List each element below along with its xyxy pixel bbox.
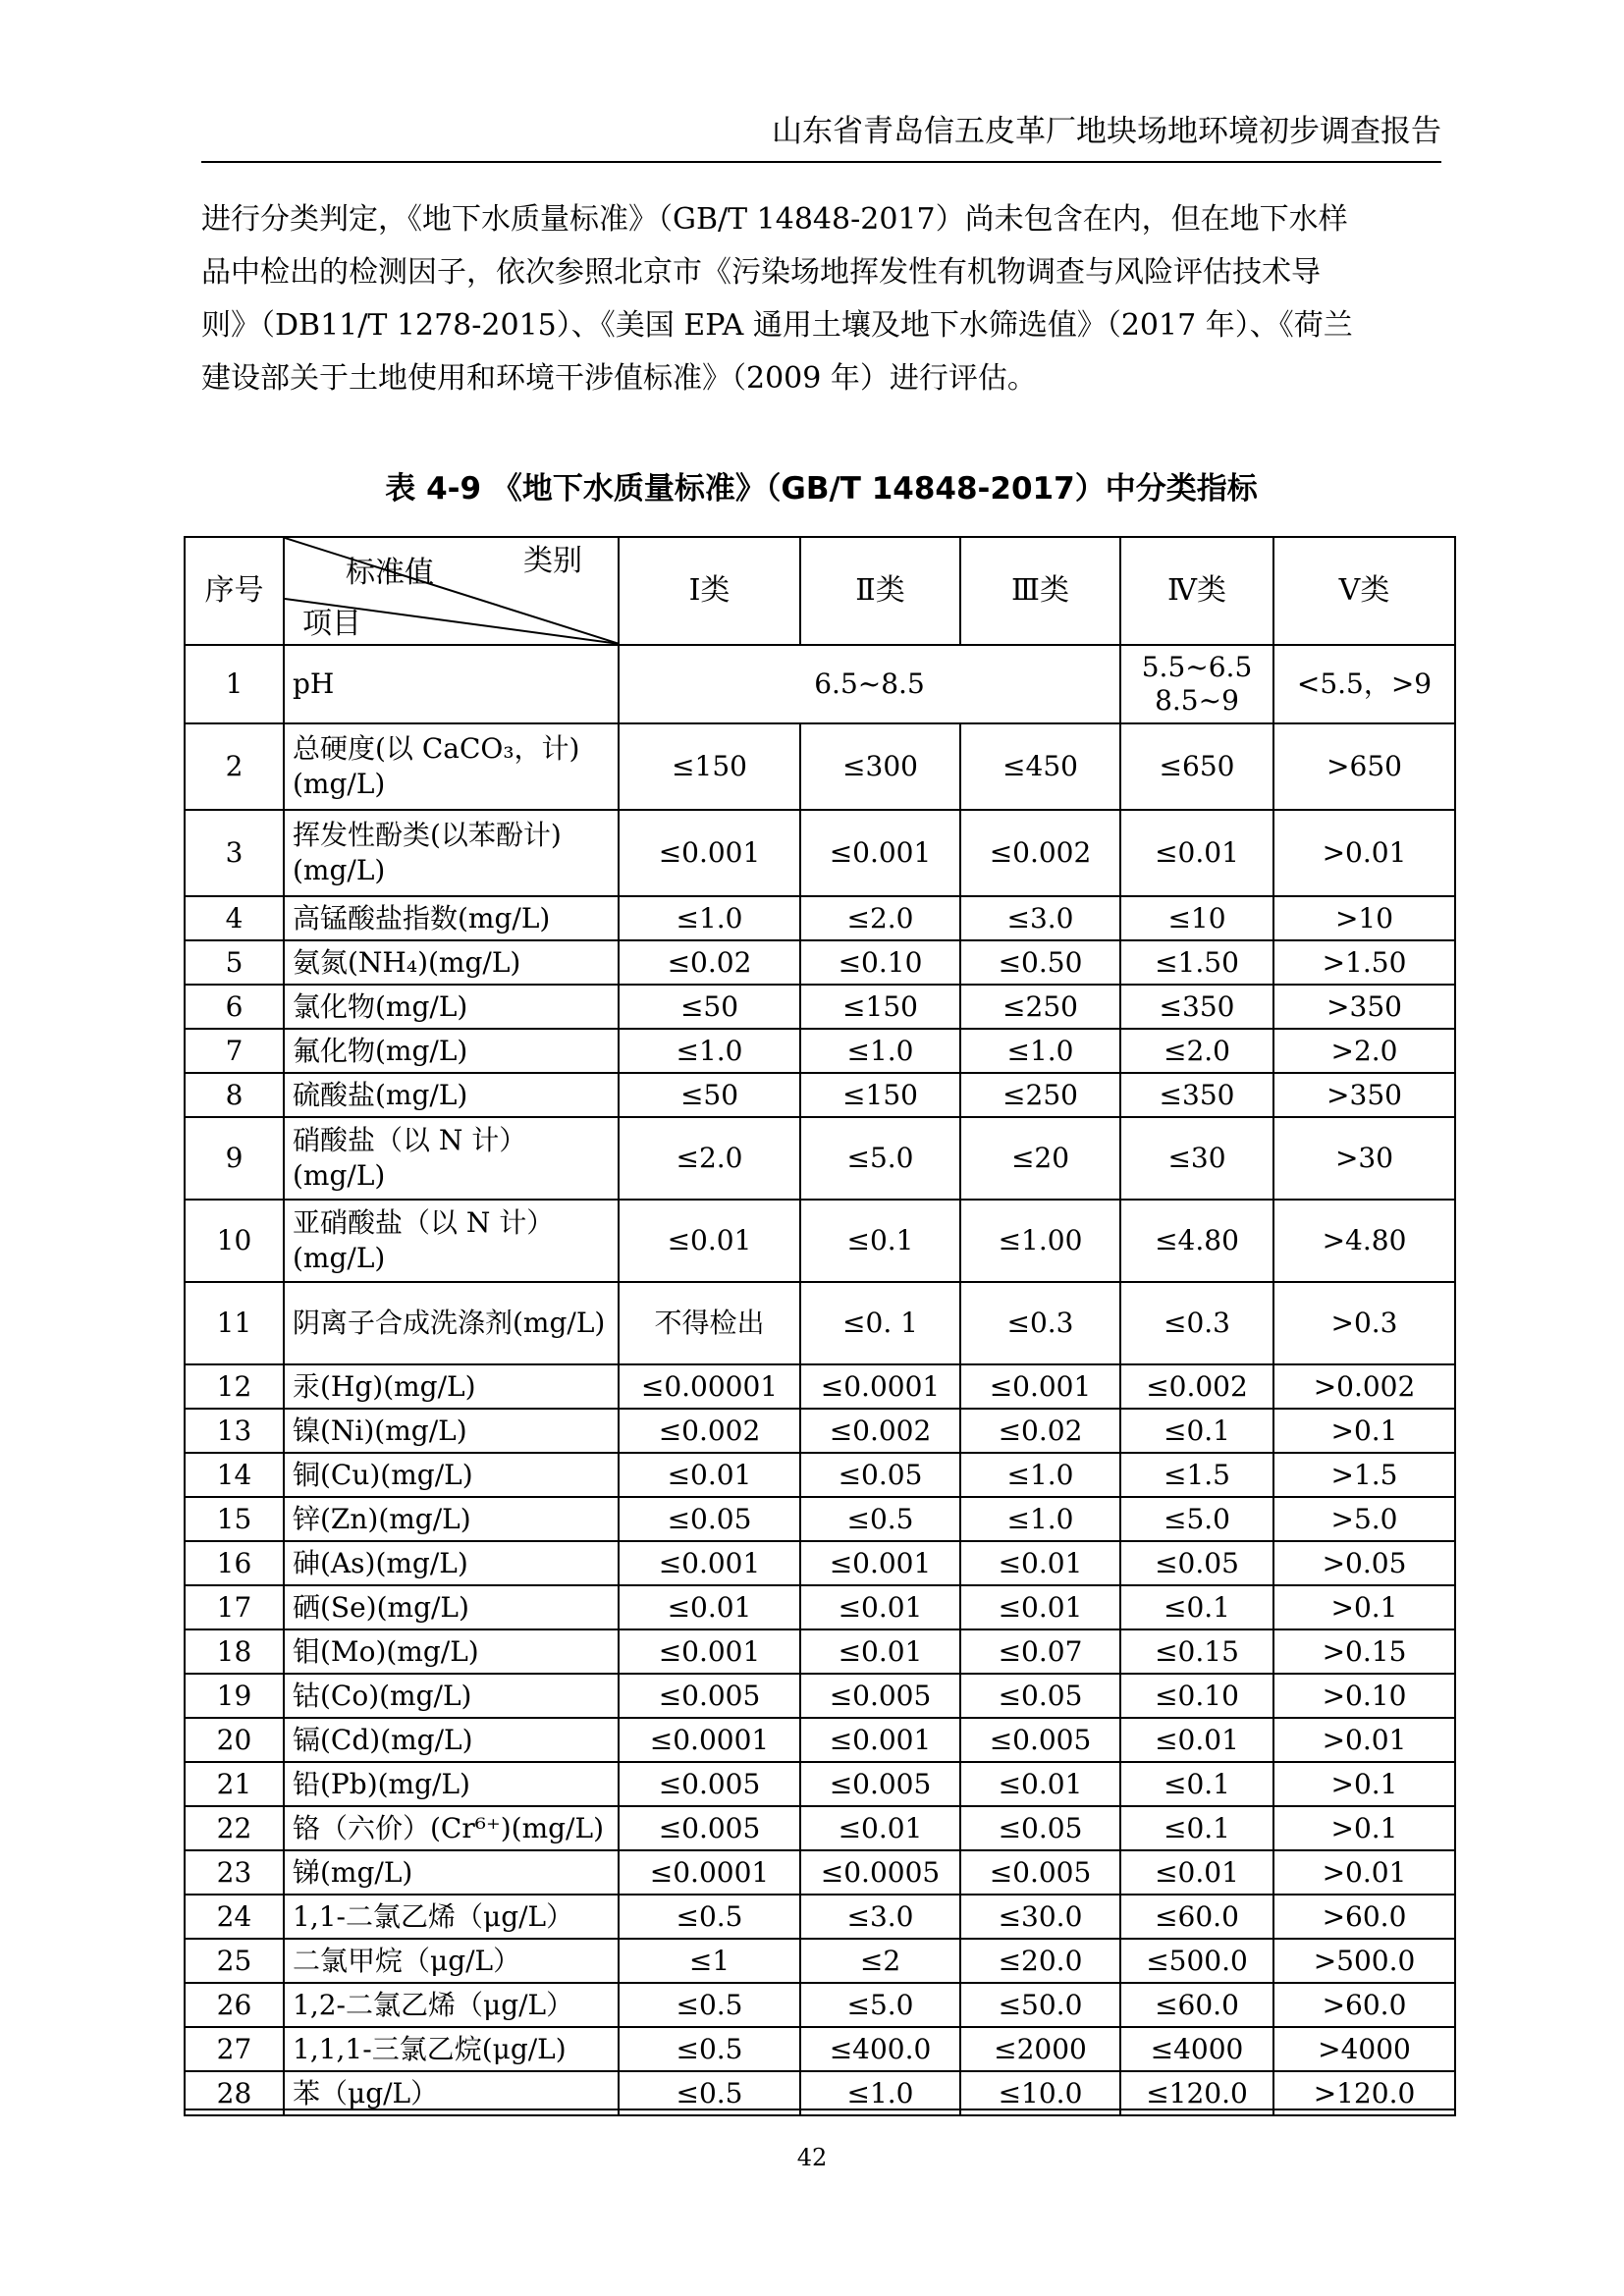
ph-range-iv-line1: 5.5~6.5	[1141, 651, 1253, 683]
row-seq: 8	[185, 1073, 284, 1117]
row-value-class-5: >1.50	[1273, 940, 1455, 985]
row-seq: 23	[185, 1850, 284, 1895]
row-value-class-2: ≤0.005	[800, 1674, 960, 1718]
row-item: pH	[284, 645, 619, 723]
row-seq: 3	[185, 810, 284, 896]
row-seq: 18	[185, 1629, 284, 1674]
row-item: 锌(Zn)(mg/L)	[284, 1497, 619, 1541]
row-value-class-5: >350	[1273, 985, 1455, 1029]
row-item: 1,1,1-三氯乙烷(μg/L)	[284, 2027, 619, 2071]
row-value-class-5: >0.05	[1273, 1541, 1455, 1585]
row-value-class-4: ≤650	[1120, 723, 1273, 810]
table-row	[185, 1409, 1455, 1453]
row-value-class-4: ≤1.5	[1120, 1453, 1273, 1497]
row-value-class-5: >0.1	[1273, 1762, 1455, 1806]
row-value-class-3: ≤20	[960, 1117, 1120, 1200]
table-row	[185, 723, 1455, 810]
row-item: 挥发性酚类(以苯酚计)(mg/L)	[284, 810, 619, 896]
body-paragraph	[201, 193, 1441, 405]
paragraph-line: 建设部关于土地使用和环境干涉值标准》（2009 年）进行评估。	[201, 361, 1037, 396]
row-value-class-4: ≤5.0	[1120, 1497, 1273, 1541]
row-value-class-4: ≤0.10	[1120, 1674, 1273, 1718]
row-value-class-2: ≤0.001	[800, 1718, 960, 1762]
row-value-class-1: ≤0.0001	[619, 1718, 800, 1762]
row-value-class-2: ≤5.0	[800, 1117, 960, 1200]
row-value-class-1: ≤50	[619, 985, 800, 1029]
row-value-class-2: ≤1.0	[800, 1029, 960, 1073]
header-seq: 序号	[185, 537, 284, 645]
row-seq: 24	[185, 1895, 284, 1939]
row-value-class-1: ≤0.02	[619, 940, 800, 985]
row-seq: 16	[185, 1541, 284, 1585]
row-value-class-4: ≤60.0	[1120, 1983, 1273, 2027]
row-value-class-5: >650	[1273, 723, 1455, 810]
row-value-class-4: ≤120.0	[1120, 2071, 1273, 2115]
diag-label-class: 类别	[523, 544, 582, 578]
row-item: 氟化物(mg/L)	[284, 1029, 619, 1073]
row-value-class-5: >4.80	[1273, 1200, 1455, 1282]
row-value-class-5: >0.1	[1273, 1585, 1455, 1629]
row-item: 阴离子合成洗涤剂(mg/L)	[284, 1282, 619, 1364]
row-value-class-4: ≤0.1	[1120, 1806, 1273, 1850]
row-item: 二氯甲烷（μg/L）	[284, 1939, 619, 1983]
row-seq: 7	[185, 1029, 284, 1073]
table-row	[185, 810, 1455, 896]
row-value-class-3: ≤1.0	[960, 1497, 1120, 1541]
row-value-class-2: ≤2	[800, 1939, 960, 1983]
row-seq: 9	[185, 1117, 284, 1200]
table-row	[185, 1453, 1455, 1497]
row-seq: 2	[185, 723, 284, 810]
row-value-class-2: ≤0.01	[800, 1585, 960, 1629]
row-value-class-3: ≤0.02	[960, 1409, 1120, 1453]
row-value-class-1: ≤0.00001	[619, 1364, 800, 1409]
diag-label-std: 标准值	[346, 556, 434, 590]
row-item: 氨氮(NH₄)(mg/L)	[284, 940, 619, 985]
row-value-class-5: >0.01	[1273, 1850, 1455, 1895]
row-seq: 22	[185, 1806, 284, 1850]
row-value-class-2: ≤0.01	[800, 1629, 960, 1674]
table-row	[185, 1762, 1455, 1806]
row-seq: 4	[185, 896, 284, 940]
row-value-class-4: ≤1.50	[1120, 940, 1273, 985]
row-value-class-5: >0.1	[1273, 1806, 1455, 1850]
row-value-class-1: ≤0.005	[619, 1762, 800, 1806]
row-value-class-5: >0.3	[1273, 1282, 1455, 1364]
row-seq: 10	[185, 1200, 284, 1282]
row-seq: 28	[185, 2071, 284, 2115]
header-class-4: Ⅳ类	[1120, 537, 1273, 645]
row-value-class-5: >60.0	[1273, 1895, 1455, 1939]
row-value-class-5: >120.0	[1273, 2071, 1455, 2115]
row-value-class-2: ≤0.01	[800, 1806, 960, 1850]
row-value-class-3: ≤0.05	[960, 1674, 1120, 1718]
table-row	[185, 985, 1455, 1029]
row-item: 汞(Hg)(mg/L)	[284, 1364, 619, 1409]
row-value-class-4: ≤0.01	[1120, 1850, 1273, 1895]
table-row	[185, 1117, 1455, 1200]
row-value-class-5: >500.0	[1273, 1939, 1455, 1983]
row-value-class-5: >0.1	[1273, 1409, 1455, 1453]
row-value-class-1: ≤0.001	[619, 1629, 800, 1674]
row-value-class-1: ≤0.5	[619, 2027, 800, 2071]
table-header-row	[185, 537, 1455, 645]
row-value-class-2: ≤0.5	[800, 1497, 960, 1541]
row-seq: 14	[185, 1453, 284, 1497]
row-value-class-3: ≤250	[960, 985, 1120, 1029]
header-diagonal-cell	[284, 537, 619, 645]
row-value-class-3: ≤50.0	[960, 1983, 1120, 2027]
row-item: 铜(Cu)(mg/L)	[284, 1453, 619, 1497]
row-value-class-1: ≤0.5	[619, 1895, 800, 1939]
row-value-class-2: ≤300	[800, 723, 960, 810]
table-row	[185, 1200, 1455, 1282]
row-value-class-4: ≤0.1	[1120, 1409, 1273, 1453]
row-value-class-3: ≤0.005	[960, 1718, 1120, 1762]
row-value-class-3: ≤2000	[960, 2027, 1120, 2071]
row-value-class-2: ≤0.05	[800, 1453, 960, 1497]
row-value-class-2: ≤1.0	[800, 2071, 960, 2115]
row-item: 氯化物(mg/L)	[284, 985, 619, 1029]
row-value-class-3: ≤0.002	[960, 810, 1120, 896]
row-value-class-3: ≤0.50	[960, 940, 1120, 985]
row-seq: 5	[185, 940, 284, 985]
row-item: 硝酸盐（以 N 计）(mg/L)	[284, 1117, 619, 1200]
table-row	[185, 1718, 1455, 1762]
row-value-class-5: >0.15	[1273, 1629, 1455, 1674]
row-value-class-5: >5.0	[1273, 1497, 1455, 1541]
row-value-class-1: ≤0.05	[619, 1497, 800, 1541]
row-value-class-1: ≤0.0001	[619, 1850, 800, 1895]
row-value-class-3: ≤0.3	[960, 1282, 1120, 1364]
row-value-class-3: ≤20.0	[960, 1939, 1120, 1983]
row-value-class-3: ≤0.001	[960, 1364, 1120, 1409]
row-value-class-2: ≤3.0	[800, 1895, 960, 1939]
row-item: 镉(Cd)(mg/L)	[284, 1718, 619, 1762]
header-class-5: Ⅴ类	[1273, 537, 1455, 645]
header-class-1: Ⅰ类	[619, 537, 800, 645]
row-value-class-4: ≤350	[1120, 1073, 1273, 1117]
row-value-class-2: ≤5.0	[800, 1983, 960, 2027]
diag-label-item: 项目	[302, 607, 361, 641]
row-value-class-5: >10	[1273, 896, 1455, 940]
row-value-class-1: ≤150	[619, 723, 800, 810]
table-row	[185, 1364, 1455, 1409]
row-value-class-2: ≤0.002	[800, 1409, 960, 1453]
row-item: 亚硝酸盐（以 N 计）(mg/L)	[284, 1200, 619, 1282]
table-row	[185, 1806, 1455, 1850]
row-value-class-2: ≤150	[800, 985, 960, 1029]
table-row	[185, 1629, 1455, 1674]
row-value-class-3: ≤0.07	[960, 1629, 1120, 1674]
row-value-class-2: ≤400.0	[800, 2027, 960, 2071]
row-item: 锑(mg/L)	[284, 1850, 619, 1895]
standards-table	[184, 536, 1456, 2116]
table-row	[185, 1895, 1455, 1939]
row-value-class-5: >350	[1273, 1073, 1455, 1117]
row-value-class-1: ≤0.001	[619, 1541, 800, 1585]
row-seq: 25	[185, 1939, 284, 1983]
row-seq: 12	[185, 1364, 284, 1409]
row-value-class-4: ≤0.3	[1120, 1282, 1273, 1364]
row-seq: 26	[185, 1983, 284, 2027]
row-value-class-4: ≤0.1	[1120, 1585, 1273, 1629]
row-value-class-3: ≤30.0	[960, 1895, 1120, 1939]
row-value-class-1: ≤1	[619, 1939, 800, 1983]
row-item: 1,2-二氯乙烯（μg/L）	[284, 1983, 619, 2027]
row-value-class-3: ≤3.0	[960, 896, 1120, 940]
table-row-ph	[185, 645, 1455, 723]
row-value-class-5: >0.01	[1273, 1718, 1455, 1762]
footer-rule	[184, 2109, 1454, 2110]
paragraph-line: 则》（DB11/T 1278-2015）、《美国 EPA 通用土壤及地下水筛选值》（2017 年）、《荷兰	[201, 308, 1353, 343]
row-seq: 21	[185, 1762, 284, 1806]
row-value-class-1: ≤0.002	[619, 1409, 800, 1453]
row-value-class-1: ≤0.01	[619, 1585, 800, 1629]
row-value-class-4: ≤10	[1120, 896, 1273, 940]
row-value-class-1: ≤0.005	[619, 1806, 800, 1850]
row-value-class-4: ≤4.80	[1120, 1200, 1273, 1282]
row-value-class-1: 不得检出	[619, 1282, 800, 1364]
table-row	[185, 2027, 1455, 2071]
row-value-class-5: >0.002	[1273, 1364, 1455, 1409]
row-value-class-1: ≤0.001	[619, 810, 800, 896]
row-value-class-1: ≤0.5	[619, 2071, 800, 2115]
row-value-class-3: ≤0.05	[960, 1806, 1120, 1850]
row-item: 总硬度(以 CaCO₃，计)(mg/L)	[284, 723, 619, 810]
table-row	[185, 1497, 1455, 1541]
row-value-class-2: ≤150	[800, 1073, 960, 1117]
row-item: 钼(Mo)(mg/L)	[284, 1629, 619, 1674]
row-value-class-2: ≤0.10	[800, 940, 960, 985]
table-row	[185, 1541, 1455, 1585]
row-value-class-2: ≤0.001	[800, 1541, 960, 1585]
row-value-class-3: ≤0.005	[960, 1850, 1120, 1895]
table-row	[185, 896, 1455, 940]
row-value-class-5: >60.0	[1273, 1983, 1455, 2027]
row-item: 钴(Co)(mg/L)	[284, 1674, 619, 1718]
row-value-class-1: ≤0.5	[619, 1983, 800, 2027]
row-seq: 17	[185, 1585, 284, 1629]
ph-range-iv-line2: 8.5~9	[1155, 684, 1239, 717]
table-row	[185, 1282, 1455, 1364]
row-value-class-3: ≤0.01	[960, 1762, 1120, 1806]
row-item: 砷(As)(mg/L)	[284, 1541, 619, 1585]
table-row	[185, 1850, 1455, 1895]
row-seq: 27	[185, 2027, 284, 2071]
row-item: 高锰酸盐指数(mg/L)	[284, 896, 619, 940]
page-number: 42	[796, 2144, 828, 2171]
row-seq: 1	[185, 645, 284, 723]
row-item: 1,1-二氯乙烯（μg/L）	[284, 1895, 619, 1939]
row-seq: 19	[185, 1674, 284, 1718]
row-value-class-5: >30	[1273, 1117, 1455, 1200]
row-value-class-3: ≤0.01	[960, 1541, 1120, 1585]
paragraph-line: 进行分类判定，《地下水质量标准》（GB/T 14848-2017）尚未包含在内，但在地下水样	[201, 202, 1348, 237]
row-value-class-3: ≤1.0	[960, 1029, 1120, 1073]
row-value-class-3: ≤1.00	[960, 1200, 1120, 1282]
row-value-class-3: ≤0.01	[960, 1585, 1120, 1629]
row-value-class-1: ≤0.01	[619, 1453, 800, 1497]
row-value-class-5: >2.0	[1273, 1029, 1455, 1073]
row-value-class-3: ≤10.0	[960, 2071, 1120, 2115]
row-value-class-1: ≤50	[619, 1073, 800, 1117]
row-value-class-5: >1.5	[1273, 1453, 1455, 1497]
row-value-class-2: ≤2.0	[800, 896, 960, 940]
row-item: 镍(Ni)(mg/L)	[284, 1409, 619, 1453]
row-value-class-3: ≤1.0	[960, 1453, 1120, 1497]
row-value-class-4: ≤0.01	[1120, 1718, 1273, 1762]
row-value-class-2: ≤0. 1	[800, 1282, 960, 1364]
row-value-class-2: ≤0.1	[800, 1200, 960, 1282]
row-value-class-3: ≤250	[960, 1073, 1120, 1117]
header-class-3: Ⅲ类	[960, 537, 1120, 645]
row-value-class-4: ≤350	[1120, 985, 1273, 1029]
ph-range-iv	[1120, 645, 1273, 723]
table-row	[185, 1939, 1455, 1983]
report-header: 山东省青岛信五皮革厂地块场地环境初步调查报告	[772, 114, 1441, 149]
row-value-class-5: >4000	[1273, 2027, 1455, 2071]
ph-range-v: <5.5，>9	[1273, 645, 1455, 723]
row-value-class-4: ≤0.05	[1120, 1541, 1273, 1585]
row-value-class-5: >0.10	[1273, 1674, 1455, 1718]
row-value-class-1: ≤0.01	[619, 1200, 800, 1282]
row-value-class-1: ≤0.005	[619, 1674, 800, 1718]
row-value-class-1: ≤1.0	[619, 1029, 800, 1073]
table-row	[185, 940, 1455, 985]
paragraph-line: 品中检出的检测因子，依次参照北京市《污染场地挥发性有机物调查与风险评估技术导	[201, 255, 1321, 290]
table-row	[185, 1674, 1455, 1718]
row-value-class-2: ≤0.001	[800, 810, 960, 896]
ph-range-i-iii: 6.5~8.5	[619, 645, 1120, 723]
row-value-class-3: ≤450	[960, 723, 1120, 810]
row-value-class-1: ≤2.0	[619, 1117, 800, 1200]
row-value-class-4: ≤60.0	[1120, 1895, 1273, 1939]
row-value-class-5: >0.01	[1273, 810, 1455, 896]
table-row	[185, 1073, 1455, 1117]
row-seq: 20	[185, 1718, 284, 1762]
row-value-class-2: ≤0.0001	[800, 1364, 960, 1409]
row-item: 铬（六价）(Cr⁶⁺)(mg/L)	[284, 1806, 619, 1850]
row-seq: 11	[185, 1282, 284, 1364]
header-class-2: Ⅱ类	[800, 537, 960, 645]
row-value-class-1: ≤1.0	[619, 896, 800, 940]
row-item: 铅(Pb)(mg/L)	[284, 1762, 619, 1806]
row-item: 苯（μg/L）	[284, 2071, 619, 2115]
row-value-class-2: ≤0.0005	[800, 1850, 960, 1895]
diagonal-header	[285, 538, 618, 644]
row-item: 硒(Se)(mg/L)	[284, 1585, 619, 1629]
table-caption: 表 4-9 《地下水质量标准》（GB/T 14848-2017）中分类指标	[385, 471, 1258, 507]
row-value-class-4: ≤30	[1120, 1117, 1273, 1200]
row-value-class-2: ≤0.005	[800, 1762, 960, 1806]
row-value-class-4: ≤4000	[1120, 2027, 1273, 2071]
row-value-class-4: ≤0.15	[1120, 1629, 1273, 1674]
row-value-class-4: ≤0.1	[1120, 1762, 1273, 1806]
table-row	[185, 1983, 1455, 2027]
row-value-class-4: ≤0.01	[1120, 810, 1273, 896]
row-value-class-4: ≤500.0	[1120, 1939, 1273, 1983]
row-value-class-4: ≤0.002	[1120, 1364, 1273, 1409]
header-rule	[201, 161, 1441, 163]
row-seq: 15	[185, 1497, 284, 1541]
row-value-class-4: ≤2.0	[1120, 1029, 1273, 1073]
row-item: 硫酸盐(mg/L)	[284, 1073, 619, 1117]
table-row	[185, 1029, 1455, 1073]
row-seq: 6	[185, 985, 284, 1029]
table-row	[185, 1585, 1455, 1629]
row-seq: 13	[185, 1409, 284, 1453]
